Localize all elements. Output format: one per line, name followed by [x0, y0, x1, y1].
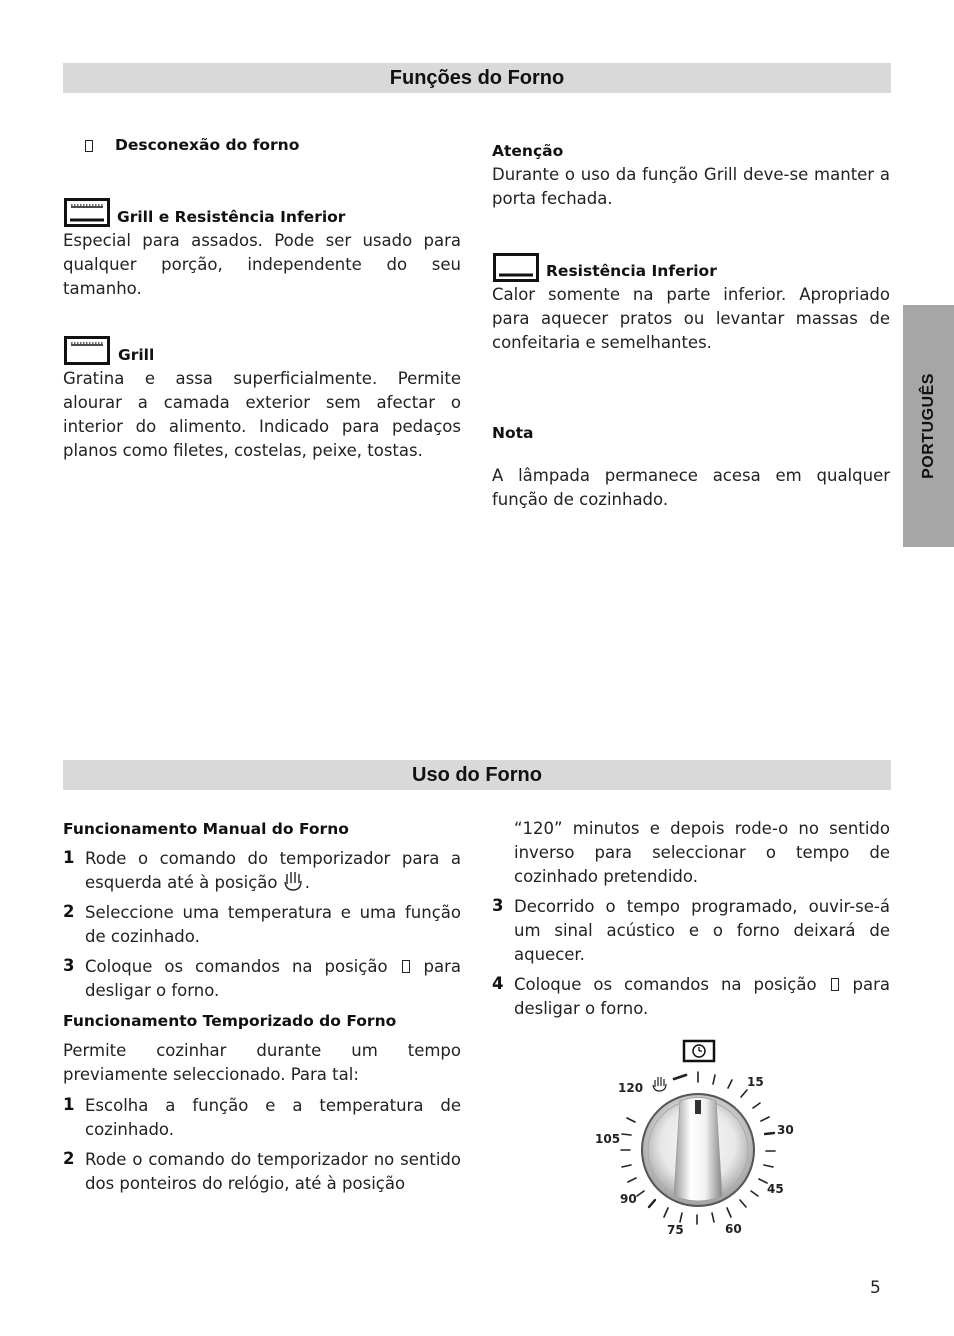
timed-operation-title: Funcionamento Temporizado do Forno — [63, 1012, 397, 1030]
section-title-oven-use: Uso do Forno — [63, 760, 891, 790]
timed-step-2-text: Rode o comando do temporizador no sentido dos ponteiros do relógio, até à posição — [85, 1150, 461, 1193]
grill-bottom-label: Grill e Resistência Inferior — [117, 208, 346, 226]
attention-text: Durante o uso da função Grill deve-se manter a porta fechada. — [492, 165, 890, 208]
page-number: 5 — [870, 1278, 881, 1298]
dial-label-75: 75 — [667, 1223, 684, 1237]
timed-step-2-continued: “120” minutos e depois rode-o no sentido inverso para seleccionar o tempo de cozinhado pretendido. — [514, 819, 890, 886]
bottom-heater-icon — [493, 253, 539, 282]
timed-intro-text: Permite cozinhar durante um tempo previamente seleccionado. Para tal: — [63, 1041, 461, 1084]
dial-label-90: 90 — [620, 1192, 637, 1206]
manual-step-number: 2 — [63, 902, 75, 921]
timed-step-3-text: Decorrido o tempo programado, ouvir-se-á um sinal acústico e o forno deixará de aquecer. — [514, 897, 890, 964]
dial-label-45: 45 — [767, 1182, 784, 1196]
language-tab — [903, 305, 954, 547]
dial-label-120: 120 — [618, 1081, 644, 1095]
manual-step-number: 1 — [63, 848, 75, 867]
dial-label-15: 15 — [747, 1075, 764, 1089]
grill-text: Gratina e assa superficialmente. Permite alourar a camada exterior sem afectar o interior do alimento. Indicado para pedaços planos como filetes, costelas, peixe, tostas. — [63, 369, 461, 460]
manual-operation-title: Funcionamento Manual do Forno — [63, 820, 349, 838]
timed-step-1-text: Escolha a função e a temperatura de cozinhado. — [85, 1096, 461, 1139]
manual-step-2-text: Seleccione uma temperatura e uma função de cozinhado. — [85, 903, 461, 946]
section-title-oven-functions: Funções do Forno — [63, 63, 891, 93]
dial-label-105: 105 — [595, 1132, 621, 1146]
timed-step-number: 3 — [492, 896, 504, 915]
manual-step-1-text: Rode o comando do temporizador para a esquerda até à posição . — [85, 849, 461, 892]
off-symbol-icon — [402, 960, 410, 973]
hand-symbol-icon — [283, 871, 305, 891]
grill-bottom-heater-icon — [64, 198, 110, 227]
bottom-heater-label: Resistência Inferior — [546, 262, 717, 280]
off-symbol-icon — [85, 140, 93, 152]
off-symbol-icon — [831, 978, 839, 991]
off-function-label: Desconexão do forno — [115, 136, 300, 154]
manual-step-number: 3 — [63, 956, 75, 975]
timed-step-number: 2 — [63, 1149, 75, 1168]
timed-step-4-text: Coloque os comandos na posição para desligar o forno. — [514, 975, 890, 1018]
timed-step-number: 4 — [492, 974, 504, 993]
note-label: Nota — [492, 424, 534, 442]
grill-bottom-text: Especial para assados. Pode ser usado para qualquer porção, independente do seu tamanho. — [63, 231, 461, 298]
bottom-heater-text: Calor somente na parte inferior. Apropriado para aquecer pratos ou levantar massas de confeitaria e semelhantes. — [492, 285, 890, 352]
note-text: A lâmpada permanece acesa em qualquer função de cozinhado. — [492, 466, 890, 509]
grill-label: Grill — [118, 346, 155, 364]
language-tab-label: PORTUGUÊS — [919, 373, 937, 479]
dial-label-60: 60 — [725, 1222, 742, 1236]
grill-icon — [64, 336, 110, 365]
timer-dial-illustration — [590, 1036, 810, 1246]
timed-step-number: 1 — [63, 1095, 75, 1114]
manual-step-3-text: Coloque os comandos na posição para desligar o forno. — [85, 957, 461, 1000]
attention-label: Atenção — [492, 142, 564, 160]
dial-label-30: 30 — [777, 1123, 794, 1137]
